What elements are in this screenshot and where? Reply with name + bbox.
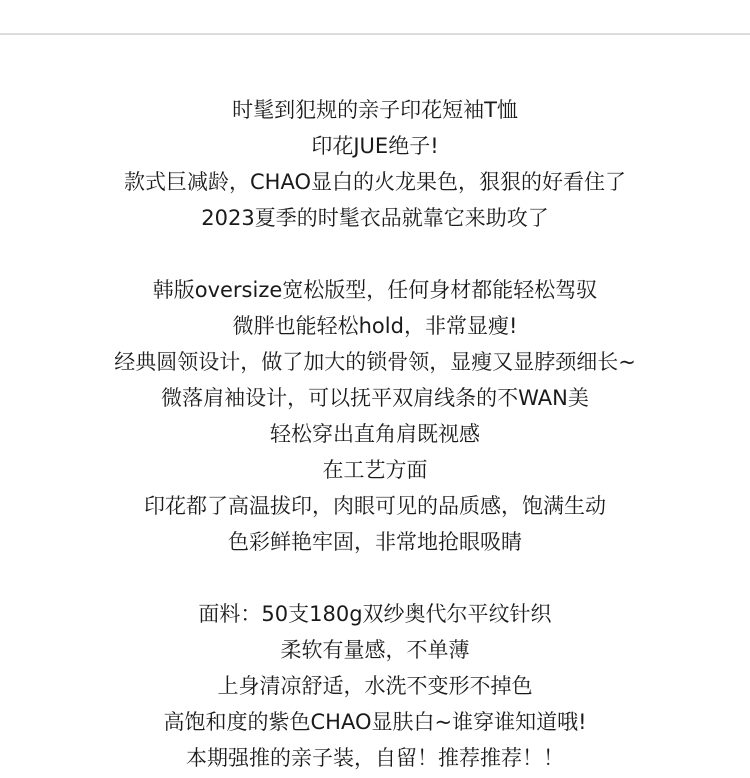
text-line: 印花JUE绝子! <box>311 134 439 158</box>
text-line: 印花都了高温拔印，肉眼可见的品质感，饱满生动 <box>144 494 606 518</box>
text-line: 经典圆领设计，做了加大的锁骨领，显瘦又显脖颈细长~ <box>114 350 636 374</box>
paragraph-fit-design <box>0 272 750 560</box>
text-line: 时髦到犯规的亲子印花短袖T恤 <box>232 98 518 122</box>
product-description <box>0 92 750 776</box>
text-line: 微落肩袖设计，可以抚平双肩线条的不WAN美 <box>161 386 589 410</box>
text-line: 韩版oversize宽松版型，任何身材都能轻松驾驭 <box>152 278 598 302</box>
text-line: 2023夏季的时髦衣品就靠它来助攻了 <box>201 206 549 230</box>
top-divider <box>0 33 750 35</box>
text-line: 上身清凉舒适，水洗不变形不掉色 <box>217 674 533 698</box>
text-line: 色彩鲜艳牢固，非常地抢眼吸睛 <box>228 530 522 554</box>
paragraph-spacer <box>0 560 750 596</box>
text-line: 柔软有量感，不单薄 <box>280 638 470 662</box>
text-line: 款式巨减龄，CHAO显白的火龙果色，狠狠的好看住了 <box>124 170 626 194</box>
text-line: 高饱和度的紫色CHAO显肤白~谁穿谁知道哦! <box>163 710 587 734</box>
paragraph-spacer <box>0 236 750 272</box>
paragraph-intro <box>0 92 750 236</box>
text-line: 本期强推的亲子装，自留！推荐推荐！！ <box>186 746 564 770</box>
text-line: 微胖也能轻松hold，非常显瘦! <box>232 314 518 338</box>
text-line: 面料：50支180g双纱奥代尔平纹针织 <box>198 602 552 626</box>
paragraph-fabric <box>0 596 750 776</box>
text-line: 轻松穿出直角肩既视感 <box>270 422 480 446</box>
text-line: 在工艺方面 <box>322 458 428 482</box>
